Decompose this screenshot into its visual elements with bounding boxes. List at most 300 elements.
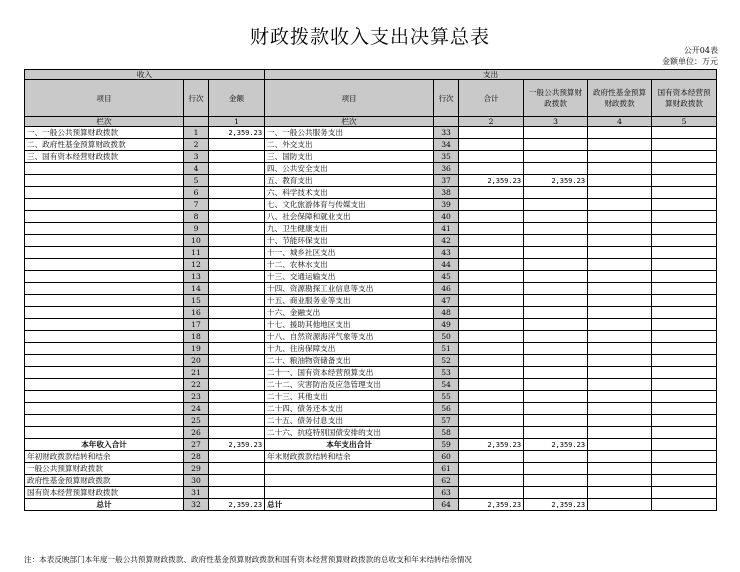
income-amount [209,451,265,463]
total-amount [459,391,524,403]
expense-item: 二十、粮油物资储备支出 [265,355,434,367]
income-row-number: 5 [184,175,209,187]
income-row-number: 10 [184,235,209,247]
col-number: 4 [588,117,652,127]
expense-row-number: 63 [434,487,459,499]
expense-item: 十五、商业服务业等支出 [265,295,434,307]
state-capital-amount [652,307,717,319]
general-budget-amount [524,379,588,391]
income-item: 一、一般公共预算财政拨款 [25,127,184,139]
total-amount [459,187,524,199]
general-budget-amount [524,307,588,319]
table-row [25,271,717,283]
expense-row-number: 46 [434,283,459,295]
income-amount: 2,359.23 [209,439,265,451]
total-amount: 2,359.23 [459,175,524,187]
income-item [25,367,184,379]
expense-item: 九、卫生健康支出 [265,223,434,235]
expense-item: 十、节能环保支出 [265,235,434,247]
gov-fund-amount [588,403,652,415]
total-amount [459,223,524,235]
income-row-number: 23 [184,391,209,403]
state-capital-amount [652,415,717,427]
income-item [25,307,184,319]
expense-row-number: 36 [434,163,459,175]
gov-fund-amount [588,307,652,319]
gov-fund-amount [588,163,652,175]
general-budget-amount [524,187,588,199]
income-item [25,343,184,355]
general-budget-amount [524,403,588,415]
income-amount [209,355,265,367]
table-row [25,475,717,487]
expense-row-number: 34 [434,139,459,151]
income-item: 国有资本经营预算财政拨款 [25,487,184,499]
general-budget-amount [524,271,588,283]
gov-fund-amount [588,139,652,151]
general-budget-amount [524,331,588,343]
expense-item: 十八、自然资源海洋气象等支出 [265,331,434,343]
income-row-number: 20 [184,355,209,367]
income-row-number: 26 [184,427,209,439]
income-amount [209,343,265,355]
total-amount [459,451,524,463]
expense-row-number: 54 [434,379,459,391]
total-amount [459,355,524,367]
total-amount [459,163,524,175]
general-budget-amount [524,463,588,475]
total-amount [459,463,524,475]
gov-fund-amount [588,355,652,367]
gov-fund-header: 政府性基金预算财政拨款 [588,80,652,117]
general-budget-amount [524,295,588,307]
income-amount [209,307,265,319]
income-item [25,199,184,211]
gov-fund-amount [588,199,652,211]
income-amount [209,175,265,187]
column-number-row [25,117,717,127]
income-row-number: 6 [184,187,209,199]
total-amount: 2,359.23 [459,439,524,451]
table-row [25,151,717,163]
table-row [25,247,717,259]
general-budget-amount [524,223,588,235]
total-header: 合计 [459,80,524,117]
expense-rowno-header: 行次 [434,80,459,117]
general-budget-header: 一般公共预算财政拨款 [524,80,588,117]
state-capital-amount [652,451,717,463]
state-capital-amount [652,247,717,259]
table-row [25,235,717,247]
state-capital-amount [652,427,717,439]
gov-fund-amount [588,259,652,271]
expense-item: 年末财政拨款结转和结余 [265,451,434,463]
total-amount [459,403,524,415]
report-title: 财政拨款收入支出决算总表 [249,26,490,48]
gov-fund-amount [588,451,652,463]
gov-fund-amount [588,235,652,247]
table-row [25,355,717,367]
expense-row-number: 39 [434,199,459,211]
total-amount [459,247,524,259]
state-capital-amount [652,151,717,163]
expense-row-number: 61 [434,463,459,475]
expense-item: 五、教育支出 [265,175,434,187]
income-amount [209,427,265,439]
table-row [25,139,717,151]
state-capital-amount [652,499,717,511]
general-budget-amount [524,235,588,247]
income-item [25,235,184,247]
income-rowno-header: 行次 [184,80,209,117]
gov-fund-amount [588,475,652,487]
total-amount [459,379,524,391]
general-budget-amount [524,391,588,403]
col-number: 3 [524,117,588,127]
expense-item: 本年支出合计 [265,439,434,451]
total-amount [459,151,524,163]
gov-fund-amount [588,391,652,403]
state-capital-amount [652,391,717,403]
gov-fund-amount [588,367,652,379]
expense-item: 十六、金融支出 [265,307,434,319]
income-amount [209,475,265,487]
state-capital-amount [652,223,717,235]
general-budget-amount [524,163,588,175]
expense-item-header: 项目 [265,80,434,117]
state-capital-amount [652,271,717,283]
general-budget-amount [524,487,588,499]
income-amount [209,139,265,151]
expense-item: 八、社会保障和就业支出 [265,211,434,223]
income-amount [209,391,265,403]
income-item-header: 项目 [25,80,184,117]
general-budget-amount [524,355,588,367]
income-item: 本年收入合计 [25,439,184,451]
income-row-number: 16 [184,307,209,319]
income-row-number: 9 [184,223,209,235]
income-row-number: 8 [184,211,209,223]
income-row-number: 4 [184,163,209,175]
budget-summary-table [24,69,717,511]
general-budget-amount: 2,359.23 [524,499,588,511]
general-budget-amount [524,127,588,139]
general-budget-amount [524,451,588,463]
income-header: 收入 [25,70,265,80]
expense-item: 总计 [265,499,434,511]
expense-item: 十一、城乡社区支出 [265,247,434,259]
expense-row-number: 47 [434,295,459,307]
income-item: 三、国有资本经营财政拨款 [25,151,184,163]
income-amount [209,403,265,415]
section-header-row [25,70,717,80]
income-item: 一般公共预算财政拨款 [25,463,184,475]
form-code: 公开04表 [683,46,718,55]
table-row [25,343,717,355]
general-budget-amount [524,319,588,331]
income-item: 总计 [25,499,184,511]
income-amount [209,259,265,271]
expense-item: 十二、农林水支出 [265,259,434,271]
expense-item: 三、国防支出 [265,151,434,163]
expense-row-number: 41 [434,223,459,235]
income-amount [209,187,265,199]
total-amount [459,295,524,307]
table-row [25,283,717,295]
table-row [25,427,717,439]
expense-row-number: 52 [434,355,459,367]
income-item: 年初财政拨款结转和结余 [25,451,184,463]
table-row [25,319,717,331]
table-row [25,331,717,343]
income-item [25,403,184,415]
gov-fund-amount [588,415,652,427]
general-budget-amount [524,283,588,295]
gov-fund-amount [588,499,652,511]
total-amount: 2,359.23 [459,499,524,511]
income-item [25,271,184,283]
expense-item: 二十二、灾害防治及应急管理支出 [265,379,434,391]
expense-row-number: 45 [434,271,459,283]
general-budget-amount [524,343,588,355]
income-row-number: 7 [184,199,209,211]
income-amount: 2,359.23 [209,499,265,511]
expense-row-number: 64 [434,499,459,511]
income-row-number: 27 [184,439,209,451]
state-capital-amount [652,163,717,175]
expense-row-number: 44 [434,259,459,271]
expense-row-number: 40 [434,211,459,223]
general-budget-amount [524,211,588,223]
table-row [25,367,717,379]
gov-fund-amount [588,271,652,283]
gov-fund-amount [588,331,652,343]
general-budget-amount [524,259,588,271]
income-amount [209,211,265,223]
income-amount [209,247,265,259]
general-budget-amount: 2,359.23 [524,439,588,451]
lanci-label: 栏次 [25,117,184,127]
total-amount [459,427,524,439]
income-row-number: 17 [184,319,209,331]
expense-row-number: 35 [434,151,459,163]
income-row-number: 21 [184,367,209,379]
income-row-number: 19 [184,343,209,355]
state-capital-amount [652,199,717,211]
table-row [25,295,717,307]
expense-header: 支出 [265,70,717,80]
general-budget-amount [524,139,588,151]
table-row [25,211,717,223]
expense-item: 二十四、债务还本支出 [265,403,434,415]
income-amount [209,415,265,427]
income-row-number: 29 [184,463,209,475]
income-row-number: 14 [184,283,209,295]
income-amount [209,463,265,475]
state-capital-amount [652,439,717,451]
state-capital-header: 国有资本经营预算财政拨款 [652,80,717,117]
table-row [25,451,717,463]
income-row-number: 13 [184,271,209,283]
gov-fund-amount [588,151,652,163]
income-amount [209,223,265,235]
expense-item: 十四、资源勘探工业信息等支出 [265,283,434,295]
state-capital-amount [652,211,717,223]
expense-row-number: 48 [434,307,459,319]
total-amount [459,271,524,283]
state-capital-amount [652,139,717,151]
amount-header: 金额 [209,80,265,117]
income-item [25,295,184,307]
table-row [25,163,717,175]
income-item [25,427,184,439]
general-budget-amount [524,367,588,379]
income-amount [209,163,265,175]
state-capital-amount [652,235,717,247]
table-row [25,127,717,139]
state-capital-amount [652,475,717,487]
table-row [25,223,717,235]
blank-cell [434,117,459,127]
income-row-number: 1 [184,127,209,139]
income-item [25,331,184,343]
income-row-number: 11 [184,247,209,259]
income-amount [209,295,265,307]
income-row-number: 2 [184,139,209,151]
col-number: 2 [459,117,524,127]
income-amount: 2,359.23 [209,127,265,139]
gov-fund-amount [588,295,652,307]
state-capital-amount [652,487,717,499]
income-item [25,223,184,235]
expense-row-number: 51 [434,343,459,355]
income-row-number: 25 [184,415,209,427]
general-budget-amount [524,151,588,163]
state-capital-amount [652,367,717,379]
col-number: 5 [652,117,717,127]
expense-item: 二十六、抗疫特别国债安排的支出 [265,427,434,439]
total-amount [459,235,524,247]
income-item [25,163,184,175]
income-item [25,379,184,391]
income-amount [209,487,265,499]
expense-item: 二十三、其他支出 [265,391,434,403]
income-row-number: 18 [184,331,209,343]
expense-item: 一、一般公共服务支出 [265,127,434,139]
total-amount [459,487,524,499]
expense-item [265,475,434,487]
general-budget-amount [524,475,588,487]
income-item [25,319,184,331]
expense-item: 二十五、债务付息支出 [265,415,434,427]
total-amount [459,319,524,331]
income-row-number: 22 [184,379,209,391]
income-row-number: 31 [184,487,209,499]
expense-item [265,487,434,499]
expense-item: 六、科学技术支出 [265,187,434,199]
income-item [25,283,184,295]
state-capital-amount [652,343,717,355]
total-amount [459,367,524,379]
state-capital-amount [652,463,717,475]
total-amount [459,475,524,487]
income-amount [209,367,265,379]
income-item [25,355,184,367]
general-budget-amount [524,415,588,427]
table-row [25,415,717,427]
state-capital-amount [652,379,717,391]
expense-row-number: 55 [434,391,459,403]
expense-row-number: 42 [434,235,459,247]
expense-item: 十九、住房保障支出 [265,343,434,355]
gov-fund-amount [588,283,652,295]
table-row [25,187,717,199]
total-amount [459,415,524,427]
gov-fund-amount [588,247,652,259]
income-item [25,415,184,427]
general-budget-amount [524,247,588,259]
table-row [25,487,717,499]
income-amount [209,319,265,331]
income-amount [209,151,265,163]
income-item: 二、政府性基金预算财政拨款 [25,139,184,151]
gov-fund-amount [588,463,652,475]
blank-cell [184,117,209,127]
column-header-row [25,80,717,117]
expense-row-number: 58 [434,427,459,439]
gov-fund-amount [588,127,652,139]
income-item [25,187,184,199]
table-row [25,199,717,211]
table-row [25,379,717,391]
expense-item: 十三、交通运输支出 [265,271,434,283]
total-amount [459,331,524,343]
gov-fund-amount [588,319,652,331]
expense-row-number: 50 [434,331,459,343]
total-amount [459,343,524,355]
gov-fund-amount [588,343,652,355]
state-capital-amount [652,175,717,187]
state-capital-amount [652,403,717,415]
total-amount [459,127,524,139]
footnote: 注：本表反映部门本年度一般公共预算财政拨款、政府性基金预算财政拨款和国有资本经营预算财政拨款的总收支和年末结转结余情况 [24,555,473,564]
expense-item: 七、文化旅游体育与传媒支出 [265,199,434,211]
income-amount [209,271,265,283]
gov-fund-amount [588,187,652,199]
expense-row-number: 49 [434,319,459,331]
income-row-number: 24 [184,403,209,415]
gov-fund-amount [588,439,652,451]
income-row-number: 15 [184,295,209,307]
income-amount [209,379,265,391]
total-amount [459,211,524,223]
total-amount [459,259,524,271]
state-capital-amount [652,187,717,199]
expense-row-number: 56 [434,403,459,415]
col-number: 1 [209,117,265,127]
lanci-label: 栏次 [265,117,434,127]
total-amount [459,307,524,319]
expense-row-number: 53 [434,367,459,379]
table-row [25,391,717,403]
expense-row-number: 43 [434,247,459,259]
state-capital-amount [652,319,717,331]
expense-row-number: 60 [434,451,459,463]
income-item [25,259,184,271]
income-row-number: 28 [184,451,209,463]
income-amount [209,283,265,295]
income-row-number: 3 [184,151,209,163]
